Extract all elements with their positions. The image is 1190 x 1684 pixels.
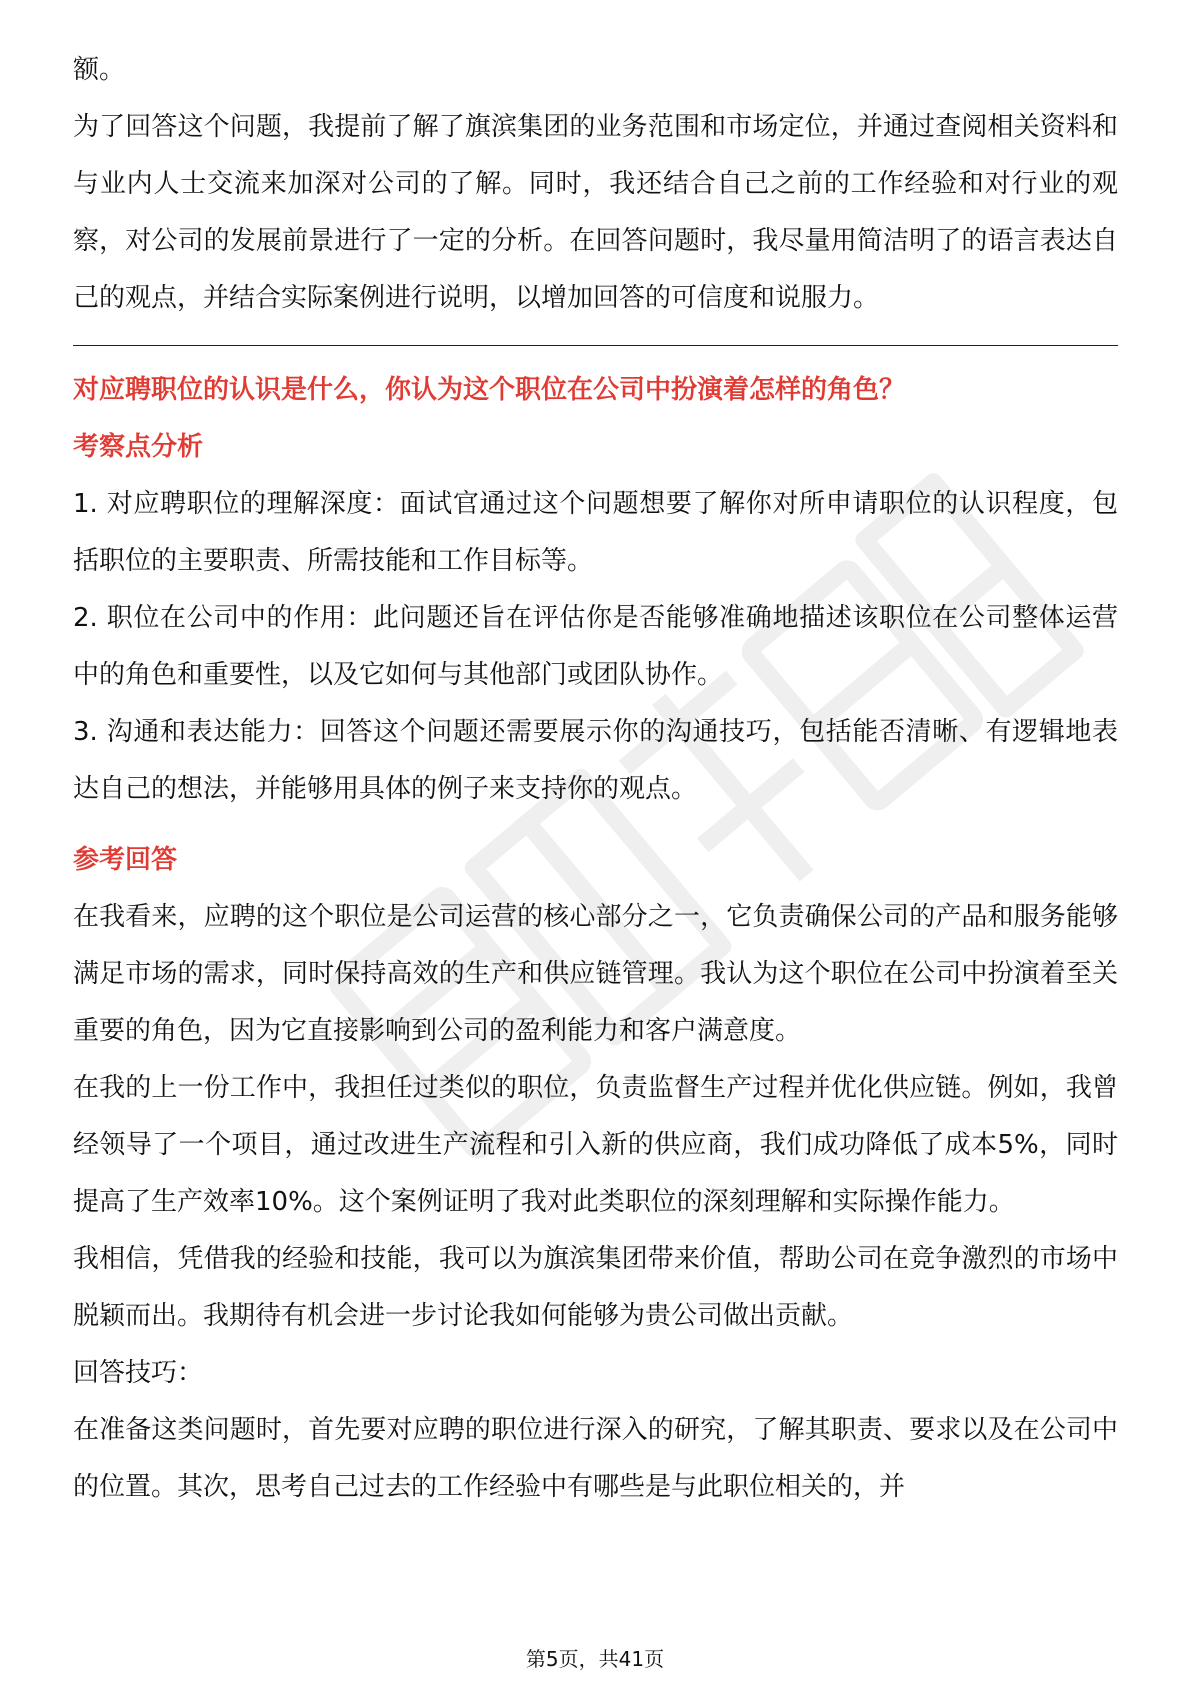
- answer-heading: 参考回答: [73, 845, 178, 875]
- analysis-item: 3. 沟通和表达能力：回答这个问题还需要展示你的沟通技巧，包括能否清晰、有逻辑地表达自己的想法，并能够用具体的例子来支持你的观点。: [73, 717, 1118, 804]
- section-divider: [73, 345, 1118, 346]
- analysis-item: 2. 职位在公司中的作用：此问题还旨在评估你是否能够准确地描述该职位在公司整体运营中的角色和重要性，以及它如何与其他部门或团队协作。: [73, 603, 1118, 690]
- paragraph-preparation: 为了回答这个问题，我提前了解了旗滨集团的业务范围和市场定位，并通过查阅相关资料和与业内人士交流来加深对公司的了解。同时，我还结合自己之前的工作经验和对行业的观察，对公司的发展前景进行了一定的分析。在回答问题时，我尽量用简洁明了的语言表达自己的观点，并结合实际案例进行说明，以增加回答的可信度和说服力。: [73, 112, 1118, 313]
- analysis-item: 1. 对应聘职位的理解深度：面试官通过这个问题想要了解你对所申请职位的认识程度，包括职位的主要职责、所需技能和工作目标等。: [73, 489, 1118, 576]
- document-page: [73, 42, 1118, 1516]
- answer-paragraph: 我相信，凭借我的经验和技能，我可以为旗滨集团带来价值，帮助公司在竞争激烈的市场中脱颖而出。我期待有机会进一步讨论我如何能够为贵公司做出贡献。: [73, 1244, 1118, 1331]
- answer-paragraph: 在我看来，应聘的这个职位是公司运营的核心部分之一，它负责确保公司的产品和服务能够满足市场的需求，同时保持高效的生产和供应链管理。我认为这个职位在公司中扮演着至关重要的角色，因为它直接影响到公司的盈利能力和客户满意度。: [73, 902, 1118, 1046]
- analysis-heading: 考察点分析: [73, 432, 204, 462]
- paragraph-continuation: 额。: [73, 55, 126, 85]
- answer-paragraph: 在我的上一份工作中，我担任过类似的职位，负责监督生产过程并优化供应链。例如，我曾经领导了一个项目，通过改进生产流程和引入新的供应商，我们成功降低了成本5%，同时提高了生产效率10%。这个案例证明了我对此类职位的深刻理解和实际操作能力。: [73, 1073, 1118, 1217]
- tips-paragraph: 在准备这类问题时，首先要对应聘的职位进行深入的研究，了解其职责、要求以及在公司中的位置。其次，思考自己过去的工作经验中有哪些是与此职位相关的，并: [73, 1415, 1118, 1502]
- question-title: 对应聘职位的认识是什么，你认为这个职位在公司中扮演着怎样的角色？: [73, 375, 906, 405]
- tips-label: 回答技巧：: [73, 1358, 204, 1388]
- page-number: 第5页，共41页: [525, 1647, 665, 1671]
